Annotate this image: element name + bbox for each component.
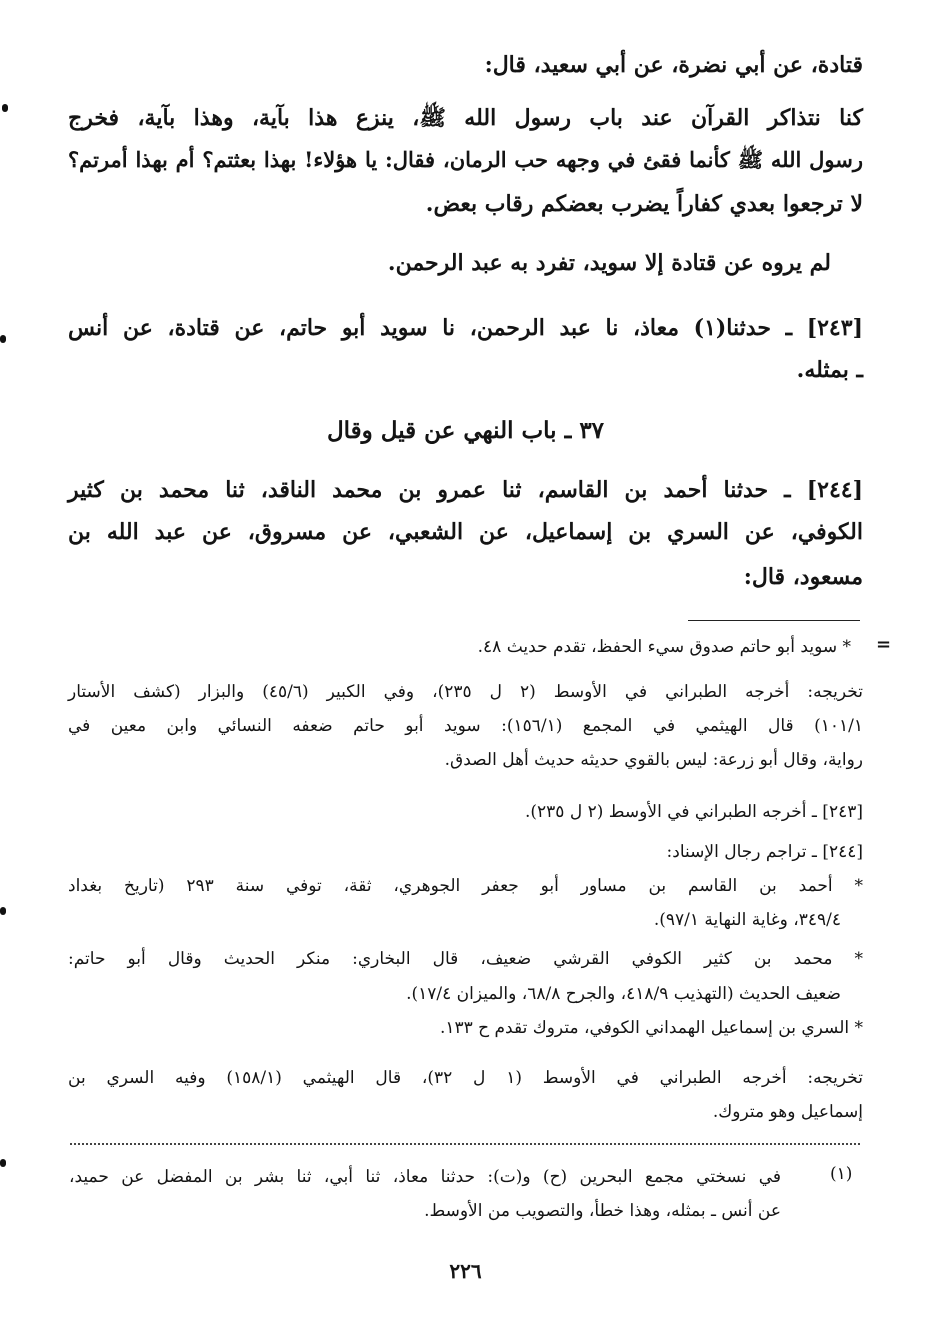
note-line: [٢٤٣] ـ أخرجه الطبراني في الأوسط (٢ ل ٢٣٥). — [524, 802, 863, 822]
note-line: ١٠١/١) قال الهيثمي في المجمع (١٥٦/١): سويد أبو حاتم ضعفه النسائي وابن معين في — [68, 716, 863, 736]
note-line: * أحمد بن القاسم بن مساور أبو جعفر الجوهري، ثقة، توفي سنة ٢٩٣ (تاريخ بغداد — [68, 876, 863, 896]
text-line: لا ترجعوا بعدي كفاراً يضرب بعضكم رقاب بعض. — [425, 191, 863, 217]
text-line: [٢٤٤] ـ حدثنا أحمد بن القاسم، ثنا عمرو بن محمد الناقد، ثنا محمد بن كثير — [68, 477, 863, 503]
note-line: إسماعيل وهو متروك. — [712, 1102, 863, 1122]
note-line: تخريجه: أخرجه الطبراني في الأوسط (١ ل ٣٢)، قال الهيثمي (١٥٨/١) وفيه السري بن — [68, 1068, 864, 1088]
dotted-separator — [70, 1143, 860, 1145]
text-line: ـ بمثله. — [796, 357, 863, 383]
text-line: كنا نتذاكر القرآن عند باب رسول الله ﷺ، ينزع هذا بآية، وهذا بآية، فخرج — [68, 105, 863, 131]
scan-mark — [0, 1159, 6, 1167]
section-heading: ٣٧ ـ باب النهي عن قيل وقال — [326, 417, 605, 444]
scan-mark — [2, 104, 8, 112]
footnote-line: عن أنس ـ بمثله، وهذا خطأ، والتصويب من الأوسط. — [424, 1201, 781, 1221]
scan-mark — [0, 335, 6, 343]
margin-mark: = — [876, 634, 892, 655]
note-line: * السري بن إسماعيل الهمداني الكوفي، متروك تقدم ح ١٣٣. — [439, 1018, 863, 1038]
footnote-number: (١) — [830, 1164, 853, 1184]
note-line: ضعيف الحديث (التهذيب ٤١٨/٩، والجرح ٦٨/٨، والميزان ١٧/٤). — [406, 984, 841, 1004]
text-line: قتادة، عن أبي نضرة، عن أبي سعيد، قال: — [484, 52, 863, 78]
page-number: ٢٢٦ — [449, 1259, 482, 1283]
note-line: تخريجه: أخرجه الطبراني في الأوسط (٢ ل ٢٣٥)، وفي الكبير (٤٥/٦) والبزار (كشف الأستار — [68, 682, 863, 702]
note-line: رواية، وقال أبو زرعة: ليس بالقوي حديثه حديث أهل الصدق. — [444, 750, 863, 770]
note-line: * محمد بن كثير الكوفي القرشي ضعيف، قال البخاري: منكر الحديث وقال أبو حاتم: — [68, 949, 863, 969]
footnote-line: في نسختي مجمع البحرين (ح) و(ت): حدثنا معاذ، ثنا أبي، ثنا بشر بن المفضل عن حميد، — [69, 1167, 781, 1187]
text-line: رسول الله ﷺ كأنما فقئ في وجهه حب الرمان، فقال: يا هؤلاء! بهذا بعثتم؟ أم بهذا أمرتم؟ — [68, 147, 863, 172]
note-line: * سويد أبو حاتم صدوق سيء الحفظ، تقدم حديث ٤٨. — [477, 637, 851, 657]
text-line: الكوفي، عن السري بن إسماعيل، عن الشعبي، عن مسروق، عن عبد الله بن — [68, 519, 863, 545]
text-line: [٢٤٣] ـ حدثنا(١) معاذ، نا عبد الرحمن، نا سويد أبو حاتم، عن قتادة، عن أنس — [68, 315, 863, 341]
text-line: مسعود، قال: — [743, 564, 863, 590]
separator-rule — [688, 620, 860, 621]
text-line: لم يروه عن قتادة إلا سويد، تفرد به عبد الرحمن. — [387, 250, 831, 276]
scan-mark — [0, 907, 6, 915]
note-line: ٣٤٩/٤، وغاية النهاية ٩٧/١). — [653, 910, 841, 930]
note-line: [٢٤٤] ـ تراجم رجال الإسناد: — [666, 842, 863, 862]
